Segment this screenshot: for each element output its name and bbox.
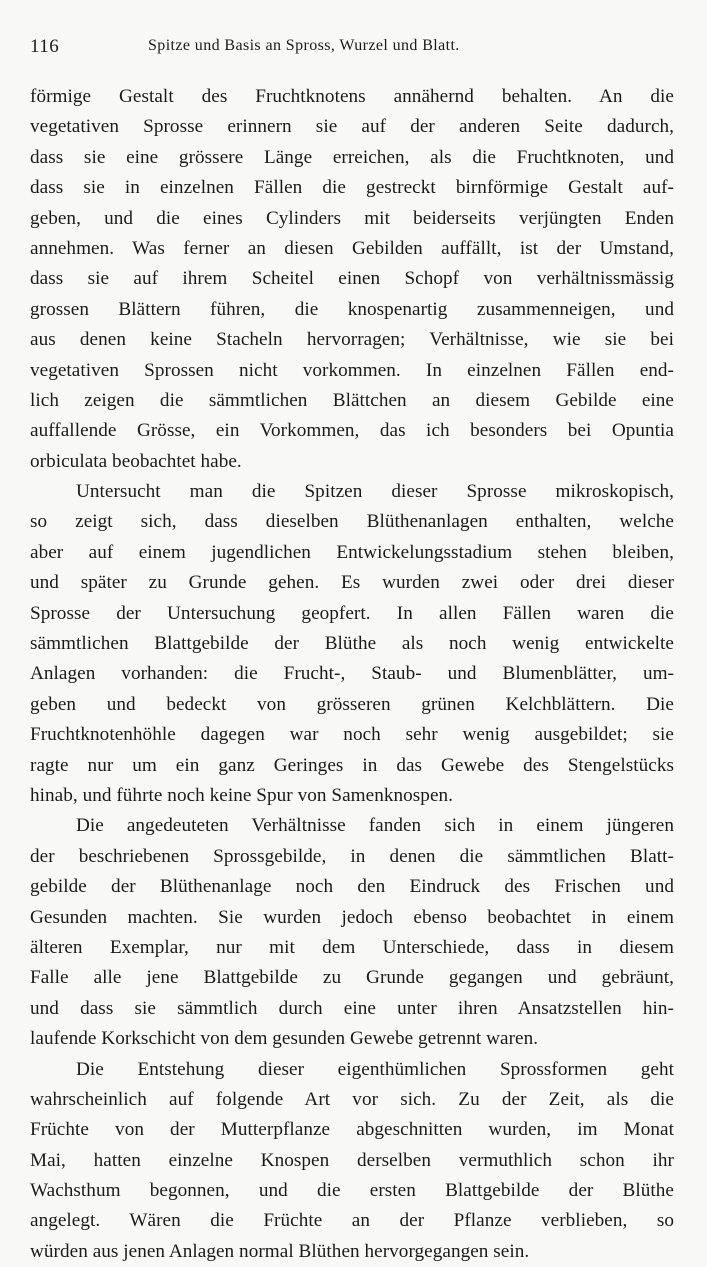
page-number: 116 xyxy=(30,36,59,58)
text-line: und später zu Grunde gehen. Es wurden zwei oder drei dieser xyxy=(30,568,674,598)
text-line: Sprosse der Untersuchung geopfert. In allen Fällen waren die xyxy=(30,599,674,629)
text-line: würden aus jenen Anlagen normal Blüthen hervorgegangen sein. xyxy=(30,1237,674,1267)
text-line: geben, und die eines Cylinders mit beiderseits verjüngten Enden xyxy=(30,204,674,234)
paragraph xyxy=(30,811,674,1054)
paragraph xyxy=(30,1055,674,1267)
text-line: Die Entstehung dieser eigenthümlichen Sprossformen geht xyxy=(30,1055,674,1085)
text-line: aus denen keine Stacheln hervorragen; Verhältnisse, wie sie bei xyxy=(30,325,674,355)
paragraph xyxy=(30,82,674,477)
text-line: Gesunden machten. Sie wurden jedoch ebenso beobachtet in einem xyxy=(30,903,674,933)
text-line: vegetativen Sprossen nicht vorkommen. In einzelnen Fällen end- xyxy=(30,356,674,386)
text-line: Untersucht man die Spitzen dieser Sprosse mikroskopisch, xyxy=(30,477,674,507)
text-line: Mai, hatten einzelne Knospen derselben vermuthlich schon ihr xyxy=(30,1146,674,1176)
text-line: der beschriebenen Sprossgebilde, in denen die sämmtlichen Blatt- xyxy=(30,842,674,872)
text-line: orbiculata beobachtet habe. xyxy=(30,447,674,477)
text-line: angelegt. Wären die Früchte an der Pflanze verblieben, so xyxy=(30,1206,674,1236)
text-line: wahrscheinlich auf folgende Art vor sich. Zu der Zeit, als die xyxy=(30,1085,674,1115)
text-line: grossen Blättern führen, die knospenartig zusammenneigen, und xyxy=(30,295,674,325)
text-line: sämmtlichen Blattgebilde der Blüthe als noch wenig entwickelte xyxy=(30,629,674,659)
text-line: hinab, und führte noch keine Spur von Samenknospen. xyxy=(30,781,674,811)
text-line: Falle alle jene Blattgebilde zu Grunde gegangen und gebräunt, xyxy=(30,963,674,993)
text-line: Wachsthum begonnen, und die ersten Blattgebilde der Blüthe xyxy=(30,1176,674,1206)
text-line: vegetativen Sprosse erinnern sie auf der anderen Seite dadurch, xyxy=(30,112,674,142)
text-line: Anlagen vorhanden: die Frucht-, Staub- und Blumenblätter, um- xyxy=(30,659,674,689)
text-line: älteren Exemplar, nur mit dem Unterschiede, dass in diesem xyxy=(30,933,674,963)
text-line: ragte nur um ein ganz Geringes in das Gewebe des Stengelstücks xyxy=(30,751,674,781)
text-line: so zeigt sich, dass dieselben Blüthenanlagen enthalten, welche xyxy=(30,507,674,537)
text-line: lich zeigen die sämmtlichen Blättchen an diesem Gebilde eine xyxy=(30,386,674,416)
text-line: Die angedeuteten Verhältnisse fanden sich in einem jüngeren xyxy=(30,811,674,841)
body-text xyxy=(30,82,674,1267)
text-line: gebilde der Blüthenanlage noch den Eindruck des Frischen und xyxy=(30,872,674,902)
paragraph xyxy=(30,477,674,811)
text-line: dass sie eine grössere Länge erreichen, als die Fruchtknoten, und xyxy=(30,143,674,173)
text-line: auffallende Grösse, ein Vorkommen, das ich besonders bei Opuntia xyxy=(30,416,674,446)
text-line: förmige Gestalt des Fruchtknotens annähernd behalten. An die xyxy=(30,82,674,112)
text-line: aber auf einem jugendlichen Entwickelungsstadium stehen bleiben, xyxy=(30,538,674,568)
text-line: annehmen. Was ferner an diesen Gebilden auffällt, ist der Umstand, xyxy=(30,234,674,264)
text-line: laufende Korkschicht von dem gesunden Gewebe getrennt waren. xyxy=(30,1024,674,1054)
page-header xyxy=(30,36,680,60)
running-head: Spitze und Basis an Spross, Wurzel und Blatt. xyxy=(148,37,460,55)
text-line: und dass sie sämmtlich durch eine unter ihren Ansatzstellen hin- xyxy=(30,994,674,1024)
text-line: geben und bedeckt von grösseren grünen Kelchblättern. Die xyxy=(30,690,674,720)
text-line: dass sie in einzelnen Fällen die gestreckt birnförmige Gestalt auf- xyxy=(30,173,674,203)
text-line: dass sie auf ihrem Scheitel einen Schopf von verhältnissmässig xyxy=(30,264,674,294)
text-line: Fruchtknotenhöhle dagegen war noch sehr wenig ausgebildet; sie xyxy=(30,720,674,750)
text-line: Früchte von der Mutterpflanze abgeschnitten wurden, im Monat xyxy=(30,1115,674,1145)
